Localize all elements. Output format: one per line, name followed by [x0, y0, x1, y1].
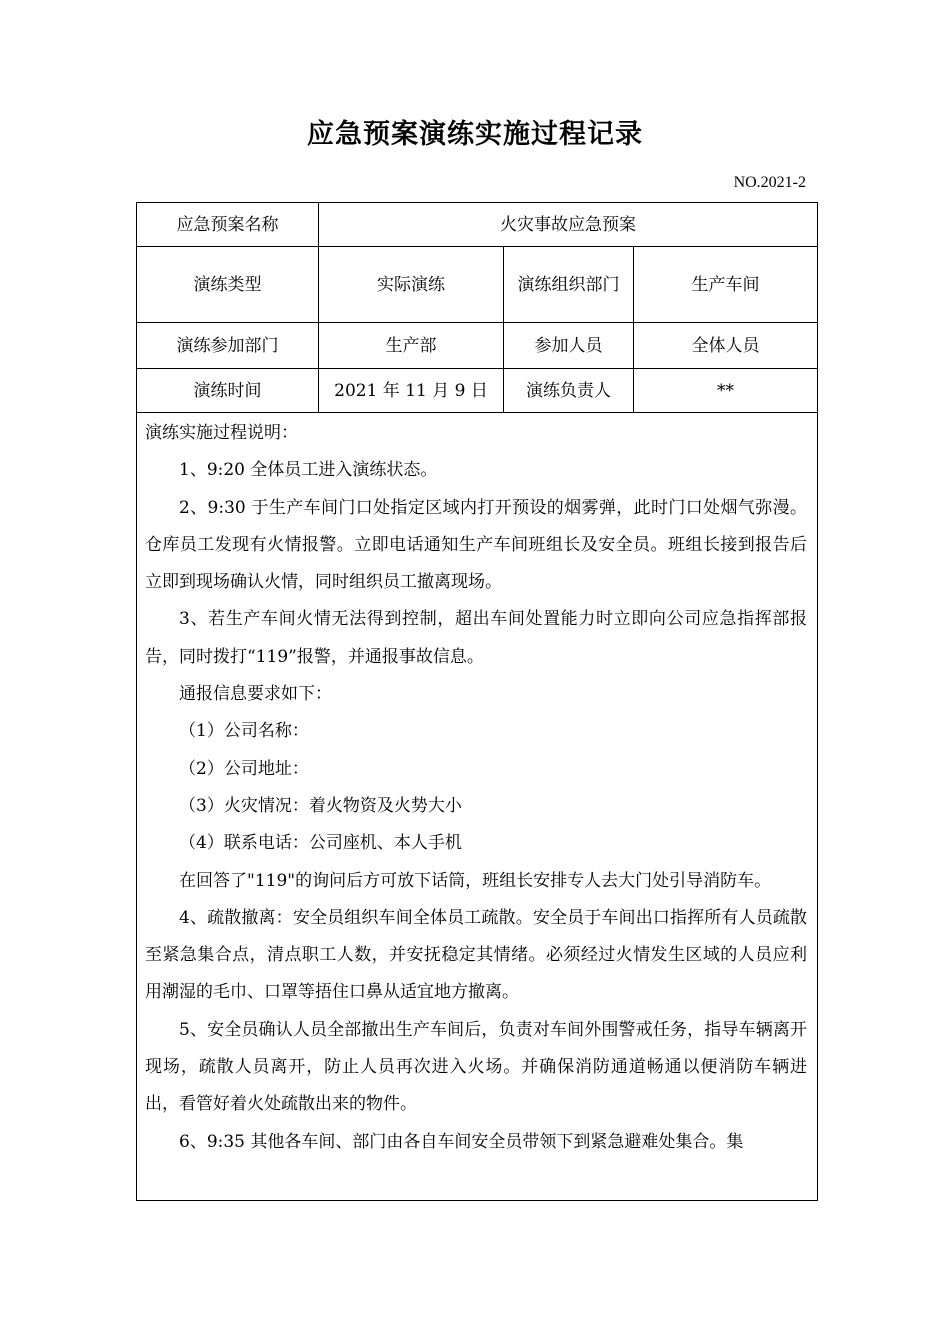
- org-dept-label: 演练组织部门: [504, 247, 634, 323]
- process-paragraph: 6、9:35 其他各车间、部门由各自车间安全员带领下到紧急避难处集合。集: [179, 1131, 744, 1152]
- table-row: [137, 247, 818, 323]
- participating-dept-value: 生产部: [319, 323, 504, 369]
- participants-label: 参加人员: [504, 323, 634, 369]
- process-paragraph: 4、疏散撤离：安全员组织车间全体员工疏散。安全员于车间出口指挥所有人员疏散至紧急集合点，清点职工人数，并安抚稳定其情绪。必须经过火情发生区域的人员应利用潮湿的毛巾、口罩等捂住口鼻从适宜地方撤离。: [145, 907, 808, 1003]
- drill-type-value: 实际演练: [319, 247, 504, 323]
- table-row: [137, 369, 818, 413]
- process-heading: 演练实施过程说明：: [145, 423, 298, 443]
- table-row: [137, 203, 818, 247]
- document-title: 应急预案演练实施过程记录: [307, 119, 643, 150]
- drill-time-label: 演练时间: [137, 369, 319, 413]
- process-paragraph: （1）公司名称：: [179, 721, 309, 742]
- table-row: [137, 413, 818, 1201]
- participants-value: 全体人员: [634, 323, 818, 369]
- document-number: NO.2021-2: [733, 174, 806, 191]
- process-paragraph: （2）公司地址：: [179, 758, 309, 779]
- participating-dept-label: 演练参加部门: [137, 323, 319, 369]
- drill-record-table: [136, 202, 818, 1201]
- process-paragraph: 1、9:20 全体员工进入演练状态。: [179, 460, 438, 481]
- drill-type-label: 演练类型: [137, 247, 319, 323]
- drill-time-value: 2021 年 11 月 9 日: [319, 369, 504, 413]
- person-in-charge-value: **: [634, 369, 818, 413]
- person-in-charge-label: 演练负责人: [504, 369, 634, 413]
- process-description-cell: [137, 413, 818, 1201]
- process-paragraph: （3）火灾情况：着火物资及火势大小: [179, 795, 462, 816]
- plan-name-value: 火灾事故应急预案: [319, 203, 818, 247]
- process-paragraph: 在回答了"119"的询问后方可放下话筒，班组长安排专人去大门处引导消防车。: [179, 870, 772, 891]
- process-paragraph: （4）联系电话：公司座机、本人手机: [179, 833, 462, 854]
- process-paragraph: 5、安全员确认人员全部撤出生产车间后，负责对车间外围警戒任务，指导车辆离开现场，疏散人员离开，防止人员再次进入火场。并确保消防通道畅通以便消防车辆进出，看管好着火处疏散出来的物件。: [145, 1019, 808, 1115]
- process-paragraph: 通报信息要求如下：: [179, 684, 332, 705]
- process-paragraph: 3、若生产车间火情无法得到控制，超出车间处置能力时立即向公司应急指挥部报告，同时拨打“119”报警，并通报事故信息。: [145, 609, 808, 667]
- table-row: [137, 323, 818, 369]
- plan-name-label: 应急预案名称: [137, 203, 319, 247]
- org-dept-value: 生产车间: [634, 247, 818, 323]
- process-paragraph: 2、9:30 于生产车间门口处指定区域内打开预设的烟雾弹，此时门口处烟气弥漫。仓库员工发现有火情报警。立即电话通知生产车间班组长及安全员。班组长接到报告后立即到现场确认火情，同时组织员工撤离现场。: [145, 497, 808, 593]
